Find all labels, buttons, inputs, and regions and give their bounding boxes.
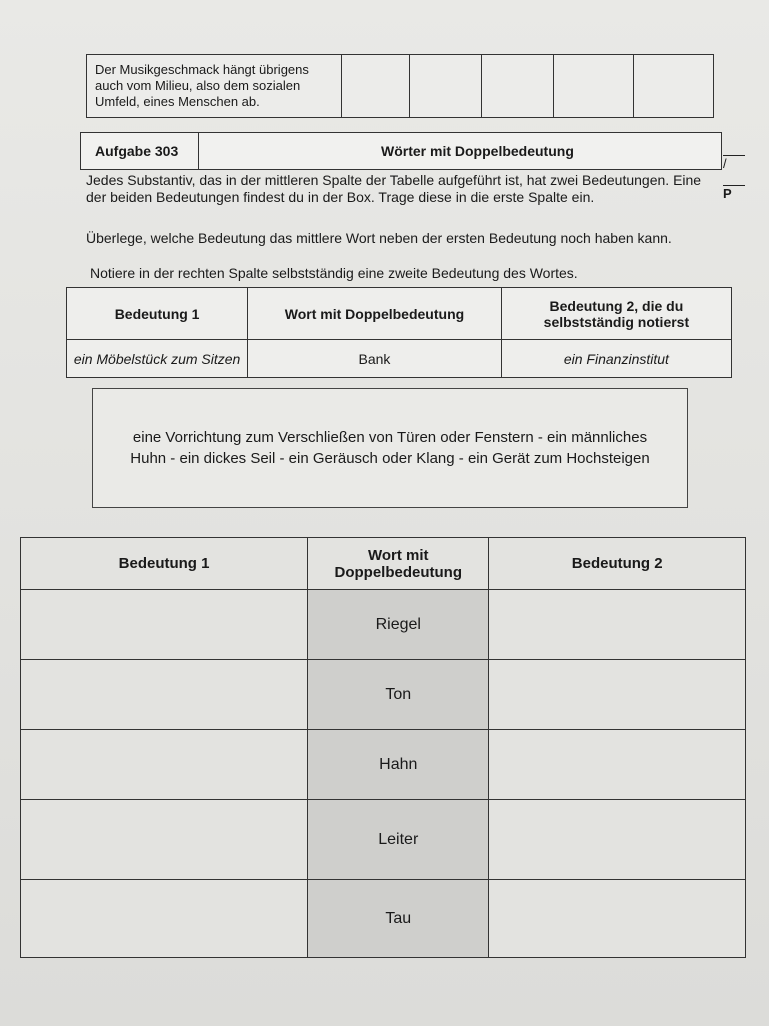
answer-cell[interactable] <box>409 55 481 118</box>
example-header-3: Bedeutung 2, die du selbstständig notierst <box>501 288 731 340</box>
instruction-paragraph-1: Jedes Substantiv, das in der mittleren Spalte der Tabelle aufgeführt ist, hat zwei Bedeutungen. Eine der beiden Bedeutungen findest du in der Box. Trage diese in die erste Spalte ein. <box>86 172 702 205</box>
word-cell: Leiter <box>308 800 489 880</box>
meanings-box-text: eine Vorrichtung zum Verschließen von Türen oder Fenstern - ein männliches Huhn - ein dickes Seil - ein Geräusch oder Klang - ein Gerät zum Hochsteigen <box>130 429 650 467</box>
main-exercise-table <box>20 537 746 958</box>
answer-meaning-1-cell[interactable] <box>21 730 308 800</box>
answer-meaning-2-cell[interactable] <box>489 590 746 660</box>
meanings-box <box>92 388 688 508</box>
answer-meaning-1-cell[interactable] <box>21 880 308 958</box>
previous-task-table <box>86 54 714 118</box>
example-header-2: Wort mit Doppelbedeutung <box>248 288 502 340</box>
answer-cell[interactable] <box>341 55 409 118</box>
header-word: Wort mit Doppelbedeutung <box>308 538 489 590</box>
answer-meaning-2-cell[interactable] <box>489 730 746 800</box>
points-unit: P <box>723 186 732 201</box>
example-meaning-2: ein Finanzinstitut <box>501 340 731 378</box>
word-cell: Riegel <box>308 590 489 660</box>
previous-task-text-cell <box>87 55 342 118</box>
answer-cell[interactable] <box>481 55 553 118</box>
task-number: Aufgabe 303 <box>81 133 199 169</box>
answer-cell[interactable] <box>633 55 713 118</box>
answer-meaning-2-cell[interactable] <box>489 660 746 730</box>
answer-meaning-1-cell[interactable] <box>21 660 308 730</box>
header-meaning-1: Bedeutung 1 <box>21 538 308 590</box>
points-blank[interactable] <box>723 173 745 186</box>
task-title: Wörter mit Doppelbedeutung <box>381 143 574 159</box>
header-meaning-2: Bedeutung 2 <box>489 538 746 590</box>
points-blank[interactable] <box>723 143 745 156</box>
points-separator: / <box>723 156 727 171</box>
example-header-1: Bedeutung 1 <box>67 288 248 340</box>
example-meaning-1: ein Möbelstück zum Sitzen <box>67 340 248 378</box>
answer-meaning-1-cell[interactable] <box>21 590 308 660</box>
instruction-paragraph-3: Notiere in der rechten Spalte selbstständig eine zweite Bedeutung des Wortes. <box>90 265 578 281</box>
answer-meaning-1-cell[interactable] <box>21 800 308 880</box>
example-table <box>66 287 732 378</box>
instruction-paragraph-2: Überlege, welche Bedeutung das mittlere Wort neben der ersten Bedeutung noch haben kann. <box>86 230 672 246</box>
word-cell: Ton <box>308 660 489 730</box>
answer-cell[interactable] <box>553 55 633 118</box>
answer-meaning-2-cell[interactable] <box>489 800 746 880</box>
word-cell: Tau <box>308 880 489 958</box>
example-word: Bank <box>248 340 502 378</box>
answer-meaning-2-cell[interactable] <box>489 880 746 958</box>
word-cell: Hahn <box>308 730 489 800</box>
points-field[interactable] <box>723 141 745 201</box>
previous-task-text: Der Musikgeschmack hängt übrigens auch vom Milieu, also dem sozialen Umfeld, eines Menschen ab. <box>95 62 309 109</box>
